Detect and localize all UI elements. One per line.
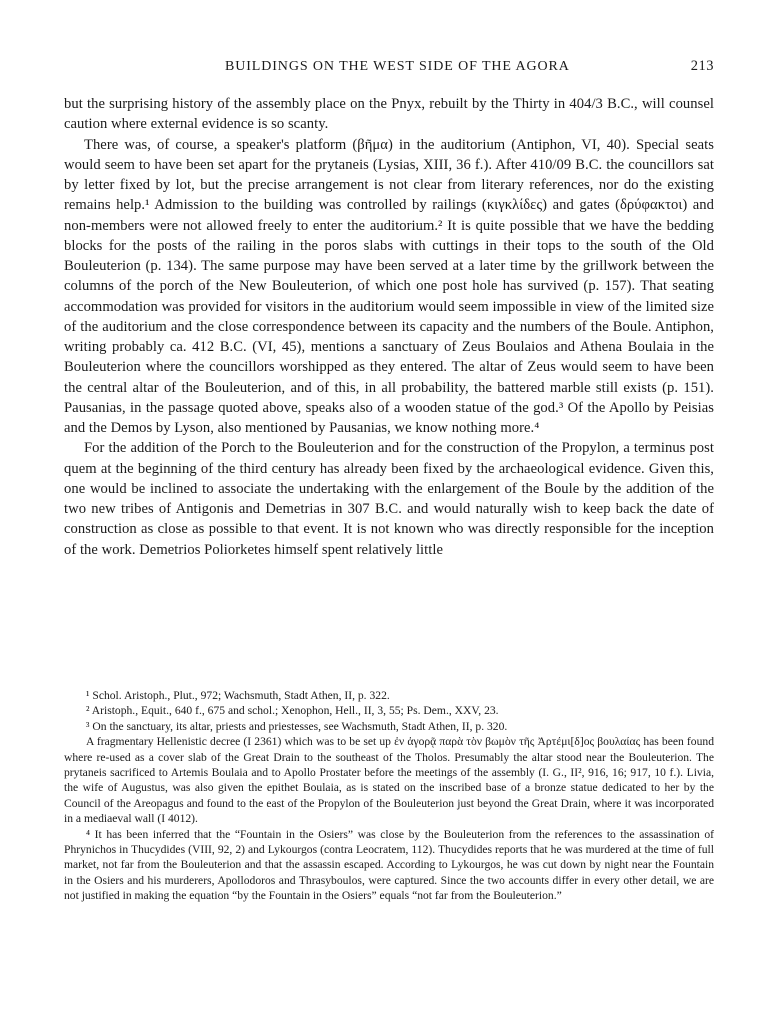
footnote-4: ⁴ It has been inferred that the “Fountain in the Osiers” was close by the Bouleuterion from the references to the assassination of Phrynichos in Thucydides (VIII, 92, 2) and Lykourgos (contra Leocratem, 112). Thucydides reports that he was murdered at the time of full market, not far from the Bouleuterion and that the assassin escaped. According to Lykourgos, he was cut down by night near the Fountain in the Osiers and his murderers, Apollodoros and Thrasyboulos, were captured. Since the two accounts differ in every other detail, we are not justified in making the equation “by the Fountain in the Osiers” equals “not far from the Bouleuterion.” — [64, 827, 714, 903]
running-header — [64, 58, 714, 80]
paragraph-3: For the addition of the Porch to the Bouleuterion and for the construction of the Propylon, a terminus post quem at the beginning of the third century has already been fixed by the archaeological evidence. Given this, one would be inclined to associate the undertaking with the enlargement of the Boule by the addition of the two new tribes of Antigonis and Demetrias in 307 B.C. and would naturally wish to keep back the date of construction as close as possible to that event. It is not known who was directly responsible for the inception of the work. Demetrios Poliorketes himself spent relatively little — [64, 440, 714, 558]
footnote-1: ¹ Schol. Aristoph., Plut., 972; Wachsmuth, Stadt Athen, II, p. 322. — [86, 689, 390, 702]
page — [64, 58, 714, 560]
paragraph-2: There was, of course, a speaker's platform (βῆμα) in the auditorium (Antiphon, VI, 40). Special seats would seem to have been set apart for the prytaneis (Lysias, XIII, 36 f.). After 410/09 B.C. the councillors sat by letter fixed by lot, but the precise arrangement is not clear from literary references, nor do the existing remains help.¹ Admission to the building was controlled by railings (κιγκλίδες) and gates (δρύφακτοι) and non-members were not allowed freely to enter the auditorium.² It is quite possible that we have the bedding blocks for the posts of the railing in the poros slabs with cuttings in their tops to the south of the Old Bouleuterion (p. 134). The same purpose may have been served at a later time by the grillwork between the columns of the porch of the New Bouleuterion, of which one post hole has survived (p. 157). That seating accommodation was provided for visitors in the auditorium would seem impossible in view of the limited size of the auditorium and the close correspondence between its capacity and the numbers of the Boule. Antiphon, writing probably ca. 412 B.C. (VI, 45), mentions a sanctuary of Zeus Boulaios and Athena Boulaia in the Bouleuterion where the councillors worshipped as they entered. The altar of Zeus would seem to have been the central altar of the Bouleuterion, and of this, in all probability, the battered marble still exists (p. 151). Pausanias, in the passage quoted above, speaks also of a wooden statue of the god.³ Of the Apollo by Peisias and the Demos by Lyson, also mentioned by Pausanias, we know nothing more.⁴ — [64, 136, 714, 436]
main-text — [64, 94, 714, 560]
footnote-2: ² Aristoph., Equit., 640 f., 675 and schol.; Xenophon, Hell., II, 3, 55; Ps. Dem., XXV, 23. — [86, 704, 499, 718]
footnote-3: ³ On the sanctuary, its altar, priests and priestesses, see Wachsmuth, Stadt Athen, II, p. 320. — [86, 719, 508, 733]
footnotes — [64, 688, 714, 904]
running-title: BUILDINGS ON THE WEST SIDE OF THE AGORA — [224, 59, 570, 74]
page-number: 213 — [690, 58, 714, 74]
paragraph-1: but the surprising history of the assembly place on the Pnyx, rebuilt by the Thirty in 404/3 B.C., will counsel caution where external evidence is so scanty. — [64, 96, 714, 133]
footnote-3-continuation: A fragmentary Hellenistic decree (I 2361) which was to be set up ἐν ἀγορᾷ παρὰ τὸν βωμὸν τῆς Ἀρτέμι[δ]ος βουλαίας has been found where re-used as a cover slab of the Great Drain to the southeast of the Tholos. Presumably the altar stood near the Bouleuterion. The prytaneis sacrificed to Artemis Boulaia and to Apollo Prostater before the meetings of the assembly (I. G., II², 916, 16; 917, 10 f.). Livia, the wife of Augustus, was also given the epithet Boulaia, as is stated on the inscribed base of a bronze statue dedicated to her by the Council of the Areopagus and found to the east of the Propylon of the Bouleuterion just beyond the Great Drain, where it was incorporated in a mediaeval wall (I 4012). — [64, 735, 714, 826]
